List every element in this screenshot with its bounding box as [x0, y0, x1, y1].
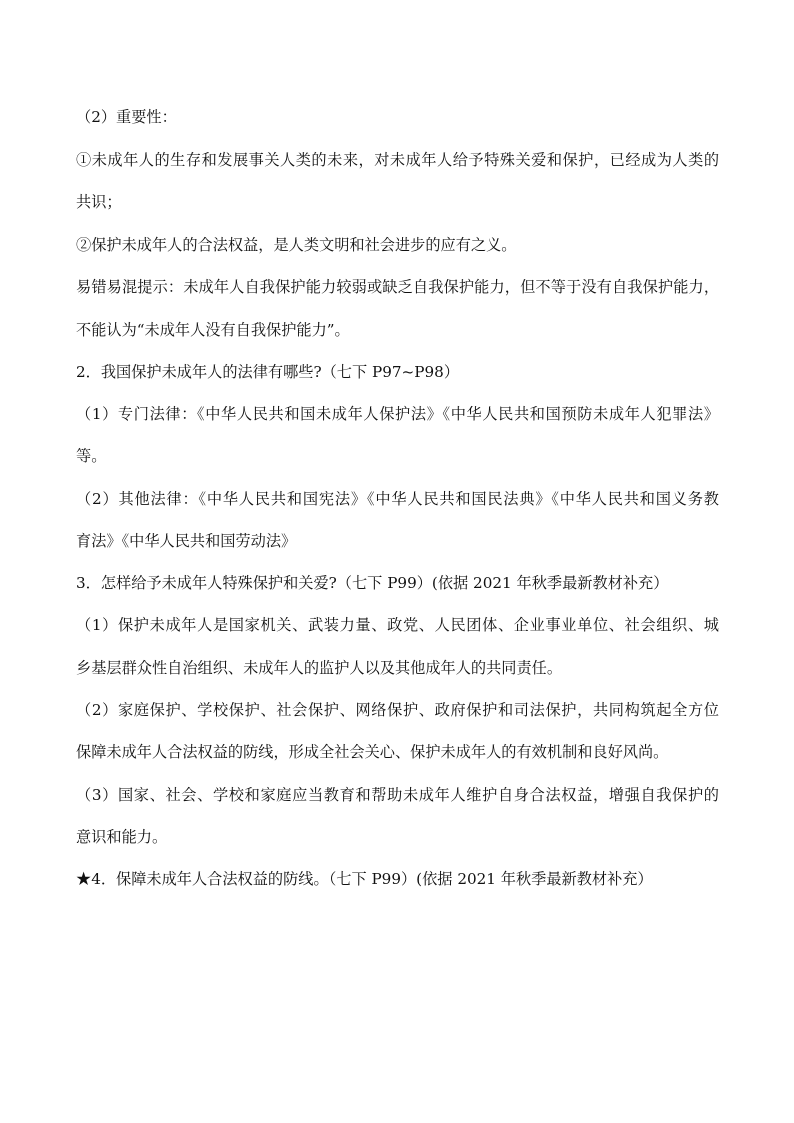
paragraph-line: 保障未成年人合法权益的防线，形成全社会关心、保护未成年人的有效机制和良好风尚。	[76, 743, 669, 761]
question-heading-2: 2．我国保护未成年人的法律有哪些?（七下 P97~P98）	[76, 363, 460, 381]
paragraph-line: 育法》《中华人民共和国劳动法》	[76, 532, 297, 550]
paragraph-line: （2）其他法律：《中华人民共和国宪法》《中华人民共和国民法典》《中华人民共和国义务教	[76, 490, 719, 508]
paragraph-line: ②保护未成年人的合法权益，是人类文明和社会进步的应有之义。	[76, 236, 517, 254]
paragraph-line: （3）国家、社会、学校和家庭应当教育和帮助未成年人维护自身合法权益，增强自我保护的	[76, 786, 719, 804]
tip-line: 不能认为“未成年人没有自我保护能力”。	[76, 321, 350, 339]
paragraph-line: ①未成年人的生存和发展事关人类的未来，对未成年人给予特殊关爱和保护，已经成为人类的	[76, 151, 719, 169]
tip-line: 易错易混提示：未成年人自我保护能力较弱或缺乏自我保护能力，但不等于没有自我保护能力，	[76, 278, 719, 296]
question-heading-4: ★4．保障未成年人合法权益的防线。（七下 P99）(依据 2021 年秋季最新教材补充）	[76, 870, 653, 888]
paragraph-line: （2）家庭保护、学校保护、社会保护、网络保护、政府保护和司法保护，共同构筑起全方位	[76, 701, 719, 719]
paragraph-line: （1）专门法律：《中华人民共和国未成年人保护法》《中华人民共和国预防未成年人犯罪法》	[76, 405, 719, 423]
subheading-importance: （2）重要性：	[76, 108, 177, 126]
paragraph-line: 意识和能力。	[76, 828, 168, 846]
paragraph-line: 共识；	[76, 193, 122, 211]
paragraph-line: 等。	[76, 447, 107, 465]
paragraph-line: （1）保护未成年人是国家机关、武装力量、政党、人民团体、企业事业单位、社会组织、城	[76, 616, 719, 634]
paragraph-line: 乡基层群众性自治组织、未成年人的监护人以及其他成年人的共同责任。	[76, 659, 562, 677]
question-heading-3: 3．怎样给予未成年人特殊保护和关爱?（七下 P99）(依据 2021 年秋季最新教材补充）	[76, 574, 669, 592]
